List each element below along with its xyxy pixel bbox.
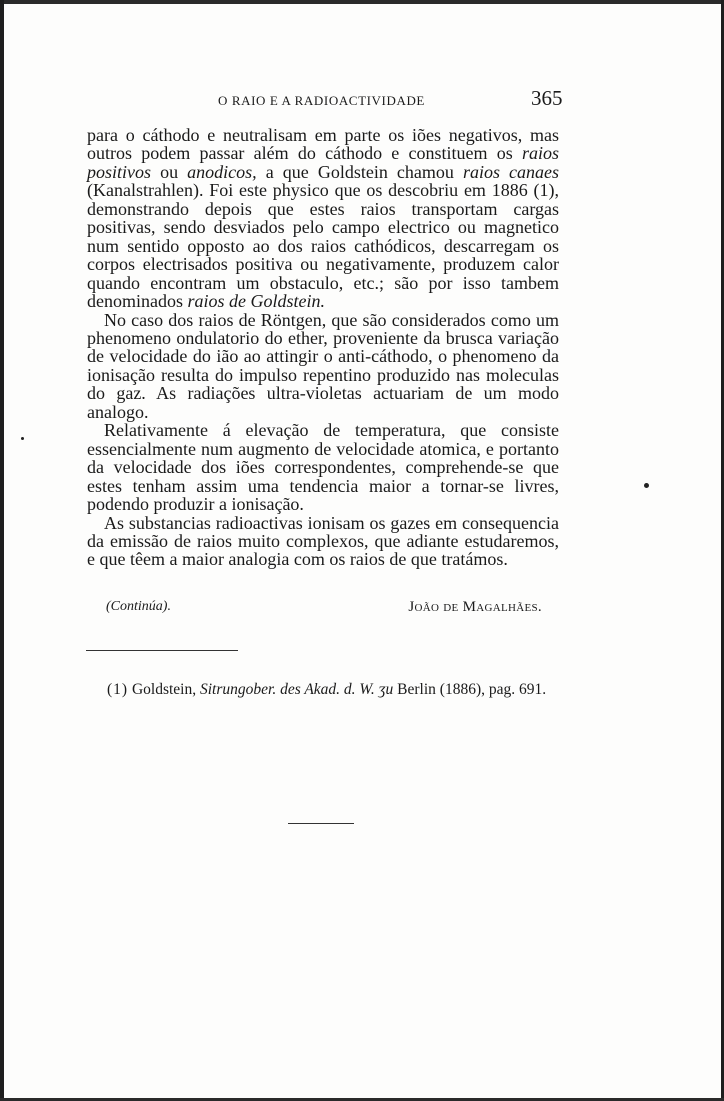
scan-edge-left (0, 0, 4, 1101)
body-text (87, 126, 559, 569)
author-signature: João de Magalhães. (408, 599, 542, 615)
paragraph (87, 126, 559, 311)
footnote-work-title: Sitrungober. des Akad. d. W. ʒu (199, 681, 394, 698)
footnote-marker: (1) (107, 681, 129, 698)
scan-edge-top (0, 0, 724, 4)
italic-text: anodicos, (187, 161, 257, 182)
paragraph-text: (Kanalstrahlen). Foi este physico que os descobriu em 1886 (1), demonstrando depois que estes raios transportam cargas positivas, sendo desviados pelo campo electrico ou magnetico num sentido opposto ao dos raios cathódicos, descarregam os corpos electrisados positiva ou negativamente, produzem calor quando encontram um obstaculo, etc.; são por isso tambem denominados (87, 180, 559, 312)
italic-text: raios canaes (462, 161, 559, 182)
paragraph (87, 311, 559, 422)
paragraph-text: para o cáthodo e neutralisam em parte os iões negativos, mas outros podem passar além do cáthodo e constituem os (87, 125, 559, 164)
footnote (107, 681, 567, 699)
paragraph (87, 421, 559, 513)
italic-text: raios positivos (87, 143, 559, 182)
ink-speck (644, 483, 649, 488)
footnote-author: Goldstein, (131, 681, 197, 698)
end-divider (288, 823, 354, 824)
page-number: 365 (531, 86, 563, 110)
paragraph-text: As substancias radioactivas ionisam os gazes em consequencia da emissão de raios muito complexos, que adiante estudaremos, e que têem a maior analogia com os raios de que tratámos. (87, 512, 559, 570)
ink-speck (21, 437, 24, 440)
running-title: O RAIO E A RADIOACTIVIDADE (218, 93, 425, 108)
paragraph-text: ou (151, 161, 188, 182)
paragraph-text: a que Goldstein chamou (256, 161, 463, 182)
paragraph-text: Relativamente á elevação de temperatura, que consiste essencialmente num augmento de velocidade atomica, e portanto da velocidade dos iões correspondentes, comprehende-se que estes tenham assim uma tendencia maior a tornar-se livres, podendo produzir a ionisação. (87, 420, 559, 515)
footnote-divider (86, 650, 238, 651)
footnote-place-date: Berlin (1886), pag. 691. (397, 681, 547, 698)
italic-text: raios de Goldstein. (187, 291, 325, 312)
paragraph (87, 514, 559, 569)
paragraph-text: No caso dos raios de Röntgen, que são considerados como um phenomeno ondulatorio do ether, proveniente da brusca variação de velocidade do ião ao attingir o anti-cáthodo, o phenomeno da ionisação resulta do impulso repentino produzido nas moleculas do gaz. As radiações ultra-violetas actuariam de um modo analogo. (87, 309, 559, 422)
continued-note: (Continúa). (106, 599, 171, 614)
